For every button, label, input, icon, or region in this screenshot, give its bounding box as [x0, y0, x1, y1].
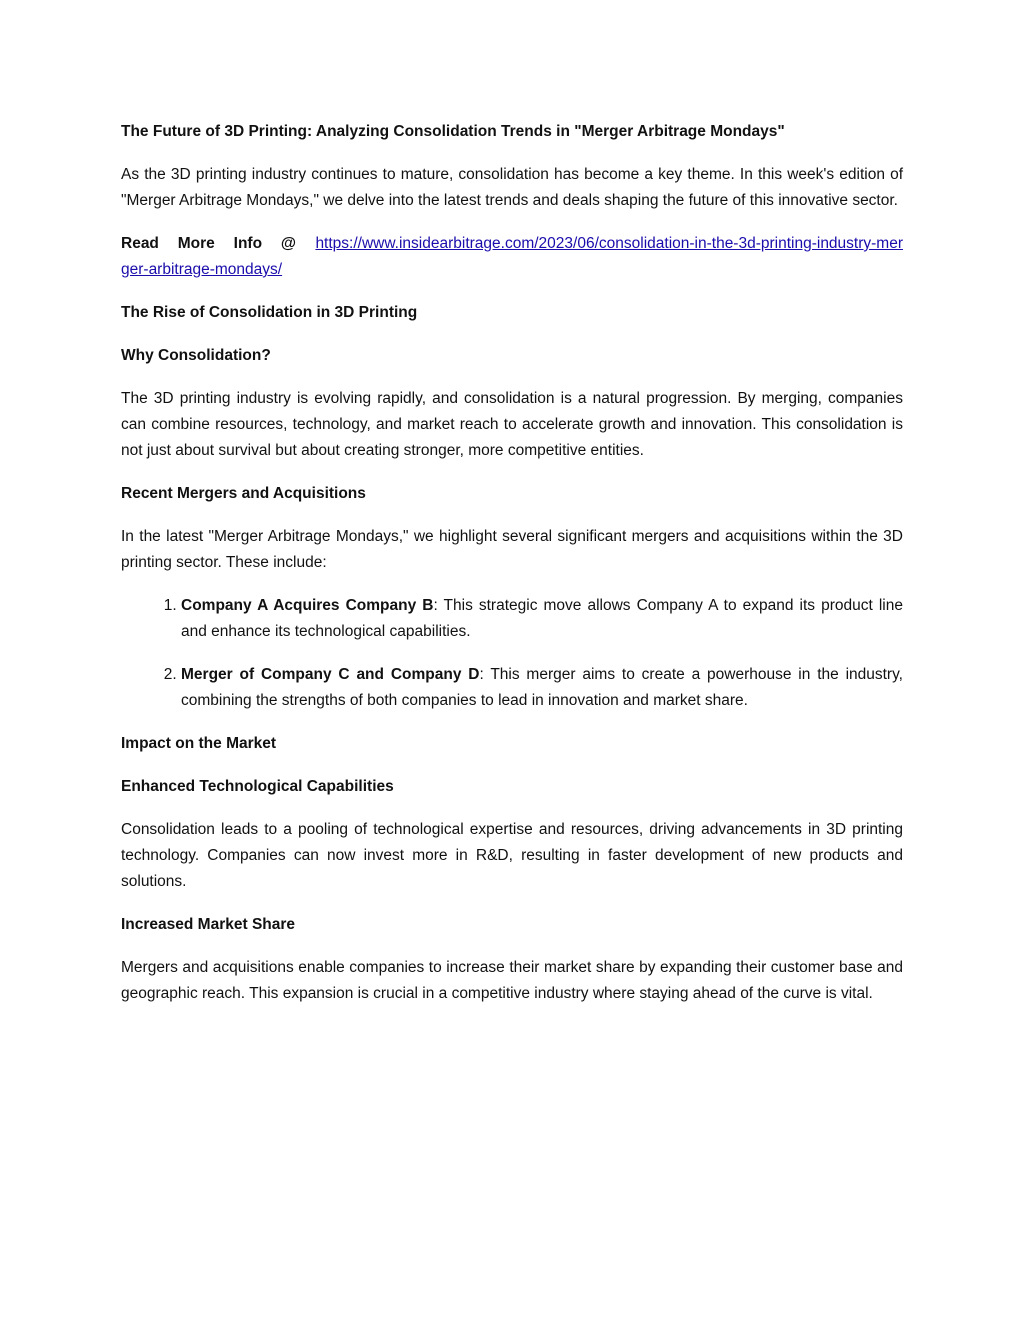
read-more-link[interactable]: https://www.insidearbitrage.com/2023/06/consolidation-in-the-3d-printing-industry-merger-arbitrage-mondays/: [121, 235, 903, 278]
tech-paragraph: Consolidation leads to a pooling of technological expertise and resources, driving advancements in 3D printing technology. Companies can now invest more in R&D, resulting in faster development of new products and solutions.: [121, 821, 903, 890]
document-body: [121, 119, 903, 1024]
read-more-label: Read More Info @: [121, 235, 297, 252]
subheading-recent: Recent Mergers and Acquisitions: [121, 485, 366, 502]
deal-title: Merger of Company C and Company D: [181, 666, 480, 683]
document-title: The Future of 3D Printing: Analyzing Consolidation Trends in "Merger Arbitrage Mondays": [121, 123, 785, 140]
deal-text: : This merger aims to create a powerhouse in the industry, combining the strengths of both companies to lead in innovation and market share.: [181, 666, 903, 709]
deal-text: : This strategic move allows Company A to expand its product line and enhance its technological capabilities.: [181, 597, 903, 640]
deals-list: [121, 593, 903, 714]
recent-paragraph: In the latest "Merger Arbitrage Mondays," we highlight several significant mergers and acquisitions within the 3D printing sector. These include:: [121, 528, 903, 571]
section-heading-impact: Impact on the Market: [121, 735, 277, 752]
list-item: [181, 662, 903, 714]
why-paragraph: The 3D printing industry is evolving rapidly, and consolidation is a natural progression. By merging, companies can combine resources, technology, and market reach to accelerate growth and innovation. This consolidation is not just about survival but about creating stronger, more competitive entities.: [121, 390, 903, 459]
intro-paragraph: As the 3D printing industry continues to mature, consolidation has become a key theme. In this week's edition of "Merger Arbitrage Mondays," we delve into the latest trends and deals shaping the future of this innovative sector.: [121, 166, 903, 209]
deal-title: Company A Acquires Company B: [181, 597, 434, 614]
subheading-why: Why Consolidation?: [121, 347, 271, 364]
share-paragraph: Mergers and acquisitions enable companies to increase their market share by expanding their customer base and geographic reach. This expansion is crucial in a competitive industry where staying ahead of the curve is vital.: [121, 959, 903, 1002]
section-heading-rise: The Rise of Consolidation in 3D Printing: [121, 304, 418, 321]
list-item: [181, 593, 903, 645]
read-more-line: [121, 231, 903, 283]
subheading-share: Increased Market Share: [121, 916, 296, 933]
subheading-tech: Enhanced Technological Capabilities: [121, 778, 394, 795]
